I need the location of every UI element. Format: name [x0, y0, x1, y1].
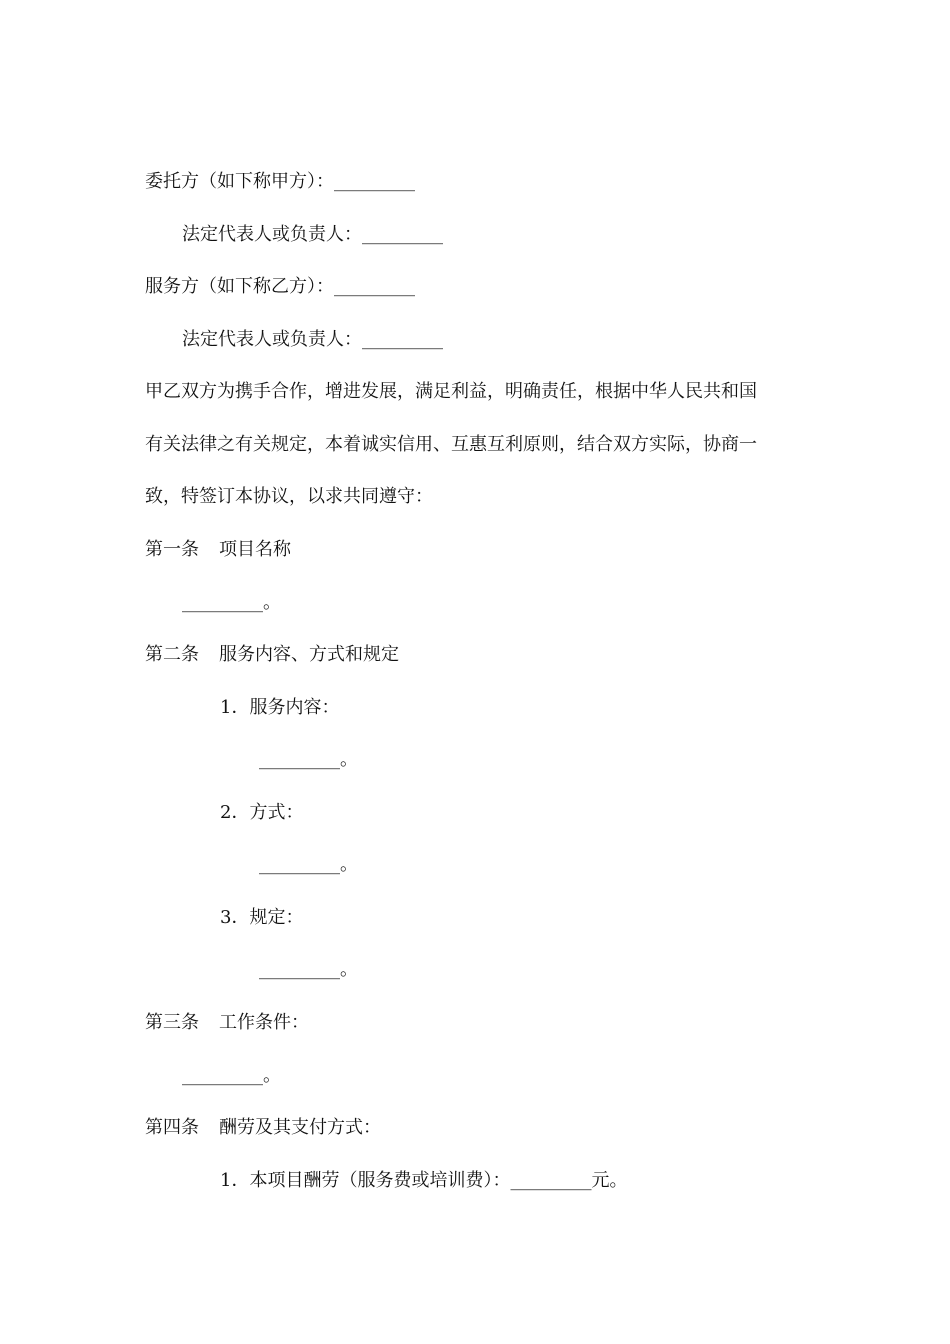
party-b-rep-label: 法定代表人或负责人： — [182, 329, 362, 350]
party-a-label: 委托方（如下称甲方）： — [145, 171, 334, 192]
article-2-item-3-label: 3．规定： — [220, 907, 304, 928]
article-3-body: _________。 — [182, 1065, 281, 1086]
article-2-heading — [145, 643, 399, 667]
party-a-rep-label: 法定代表人或负责人： — [182, 224, 362, 245]
article-4-item-1-suffix: 元。 — [591, 1170, 628, 1191]
article-4-heading — [145, 1116, 381, 1140]
preamble-line-3: 致，特签订本协议，以求共同遵守： — [145, 486, 433, 507]
article-3-number: 第三条 — [145, 1012, 199, 1033]
party-a-line — [145, 170, 415, 194]
article-3-heading — [145, 1011, 309, 1035]
article-4-item-1-blank: _________ — [510, 1170, 592, 1191]
article-2-title: 服务内容、方式和规定 — [219, 644, 399, 665]
article-2-item-1-label: 1．服务内容： — [220, 697, 340, 718]
article-2-number: 第二条 — [145, 644, 199, 665]
article-4-title: 酬劳及其支付方式： — [219, 1117, 381, 1138]
preamble-line-1: 甲乙双方为携手合作，增进发展，满足利益，明确责任，根据中华人民共和国 — [145, 381, 757, 402]
article-1-title: 项目名称 — [219, 539, 291, 560]
article-2-item-3-body: _________。 — [259, 959, 358, 980]
party-b-blank: _________ — [334, 276, 415, 297]
article-1-number: 第一条 — [145, 539, 199, 560]
preamble-line-2: 有关法律之有关规定，本着诚实信用、互惠互利原则，结合双方实际，协商一 — [145, 434, 757, 455]
article-2-item-2-body: _________。 — [259, 854, 358, 875]
party-b-line — [145, 275, 415, 299]
article-3-title: 工作条件： — [219, 1012, 309, 1033]
party-b-rep-blank: _________ — [362, 329, 443, 350]
party-a-rep-blank: _________ — [362, 224, 443, 245]
article-4-item-1-label: 1．本项目酬劳（服务费或培训费）： — [220, 1170, 511, 1191]
party-b-label: 服务方（如下称乙方）： — [145, 276, 334, 297]
party-b-representative-line — [182, 328, 443, 352]
party-a-blank: _________ — [334, 171, 415, 192]
article-4-number: 第四条 — [145, 1117, 199, 1138]
article-4-item-1 — [220, 1169, 627, 1193]
article-2-item-1-body: _________。 — [259, 749, 358, 770]
article-1-heading — [145, 538, 291, 562]
article-1-body: _________。 — [182, 592, 281, 613]
party-a-representative-line — [182, 223, 443, 247]
article-2-item-2-label: 2．方式： — [220, 802, 304, 823]
